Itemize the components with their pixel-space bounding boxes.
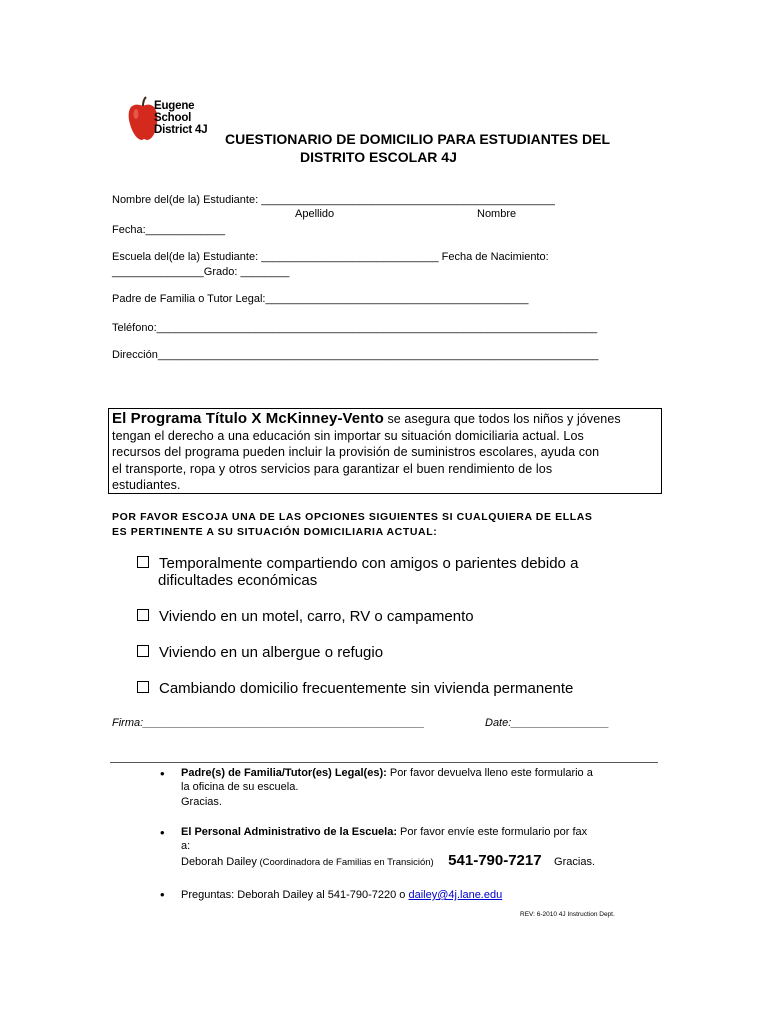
email-link[interactable]: dailey@4j.lane.edu xyxy=(408,889,503,901)
questions-line xyxy=(181,889,502,901)
program-info-text xyxy=(112,411,660,494)
option-shelter-label: Viviendo en un albergue o refugio xyxy=(159,644,384,661)
parent-note-bold: Padre(s) de Familia/Tutor(es) Legal(es): xyxy=(181,767,387,779)
admin-note-text: Por favor envíe este formulario por fax xyxy=(397,826,588,838)
fecha-field[interactable]: Fecha:_____________ xyxy=(112,224,226,236)
parent-note-line-2: la oficina de su escuela. xyxy=(181,781,299,793)
thanks-text: Gracias. xyxy=(554,856,596,868)
checkbox[interactable] xyxy=(137,681,149,693)
option-motel-label: Viviendo en un motel, carro, RV o campamento xyxy=(159,608,474,625)
direccion-field[interactable]: Dirección________________________________________________________________________ xyxy=(112,349,599,361)
program-line-4: el transporte, ropa y otros servicios para garantizar el buen rendimiento de los xyxy=(112,461,553,476)
nombre-label: Nombre xyxy=(477,208,517,220)
program-line-5: estudiantes. xyxy=(112,478,181,492)
padre-field[interactable]: Padre de Familia o Tutor Legal:___________________________________________ xyxy=(112,293,529,305)
contact-line xyxy=(181,852,595,870)
logo-line-3: District 4J xyxy=(154,124,208,136)
option-sharing-label-2: dificultades económicas xyxy=(158,572,318,589)
checkbox[interactable] xyxy=(137,609,149,621)
bullet: • xyxy=(160,887,165,902)
page-title-line-2: DISTRITO ESCOLAR 4J xyxy=(300,149,457,165)
option-shelter[interactable] xyxy=(137,644,383,662)
grado-field[interactable]: _______________Grado: ________ xyxy=(112,266,290,278)
option-motel[interactable] xyxy=(137,608,474,626)
bullet: • xyxy=(160,825,165,840)
fax-number: 541-790-7217 xyxy=(448,852,542,869)
contact-role: (Coordinadora de Familias en Transición) xyxy=(256,857,434,868)
option-moving-label: Cambiando domicilio frecuentemente sin vivienda permanente xyxy=(159,680,574,697)
bullet: • xyxy=(160,766,165,781)
logo-line-2: School xyxy=(154,112,192,124)
admin-note xyxy=(181,826,587,838)
questions-text: Preguntas: Deborah Dailey al 541-790-7220 o xyxy=(181,889,409,901)
program-line-1: se asegura que todos los niños y jóvenes xyxy=(383,412,621,426)
parent-note-text: Por favor devuelva lleno este formulario a xyxy=(386,767,593,779)
divider xyxy=(110,762,658,763)
option-sharing[interactable] xyxy=(137,555,578,573)
admin-note-bold: El Personal Administrativo de la Escuela: xyxy=(181,826,397,838)
page-title-line-1: CUESTIONARIO DE DOMICILIO PARA ESTUDIANTES DEL xyxy=(225,131,611,147)
checkbox[interactable] xyxy=(137,556,149,568)
program-line-3: recursos del programa pueden incluir la provisión de suministros escolares, ayuda con xyxy=(112,445,600,459)
contact-name: Deborah Dailey xyxy=(181,856,257,868)
admin-note-line-2: a: xyxy=(181,840,191,852)
program-lead: El Programa Título X McKinney-Vento xyxy=(112,410,384,427)
signature-field[interactable]: Firma:______________________________________________ xyxy=(112,717,425,729)
option-sharing-label: Temporalmente compartiendo con amigos o parientes debido a xyxy=(159,555,579,572)
telefono-field[interactable]: Teléfono:________________________________________________________________________ xyxy=(112,322,598,334)
parent-note xyxy=(181,767,593,779)
checkbox[interactable] xyxy=(137,645,149,657)
footer-rev: REV: 6-2010 4J Instruction Dept. xyxy=(520,911,615,918)
apellido-label: Apellido xyxy=(295,208,335,220)
program-line-2: tengan el derecho a una educación sin importar su situación domiciliaria actual. Los xyxy=(112,428,584,443)
date-field[interactable]: Date:________________ xyxy=(485,717,610,729)
option-moving[interactable] xyxy=(137,680,573,698)
parent-note-line-3: Gracias. xyxy=(181,796,222,808)
escuela-field[interactable]: Escuela del(de la) Estudiante: _____________________________ Fecha de Nacimiento: xyxy=(112,251,549,263)
instruction-line-2: ES PERTINENTE A SU SITUACIÓN DOMICILIARIA ACTUAL: xyxy=(112,526,438,538)
student-name-field[interactable]: Nombre del(de la) Estudiante: ________________________________________________ xyxy=(112,194,555,206)
logo-line-1: Eugene xyxy=(154,100,195,112)
instruction-line-1: POR FAVOR ESCOJA UNA DE LAS OPCIONES SIGUIENTES SI CUALQUIERA DE ELLAS xyxy=(112,511,593,523)
